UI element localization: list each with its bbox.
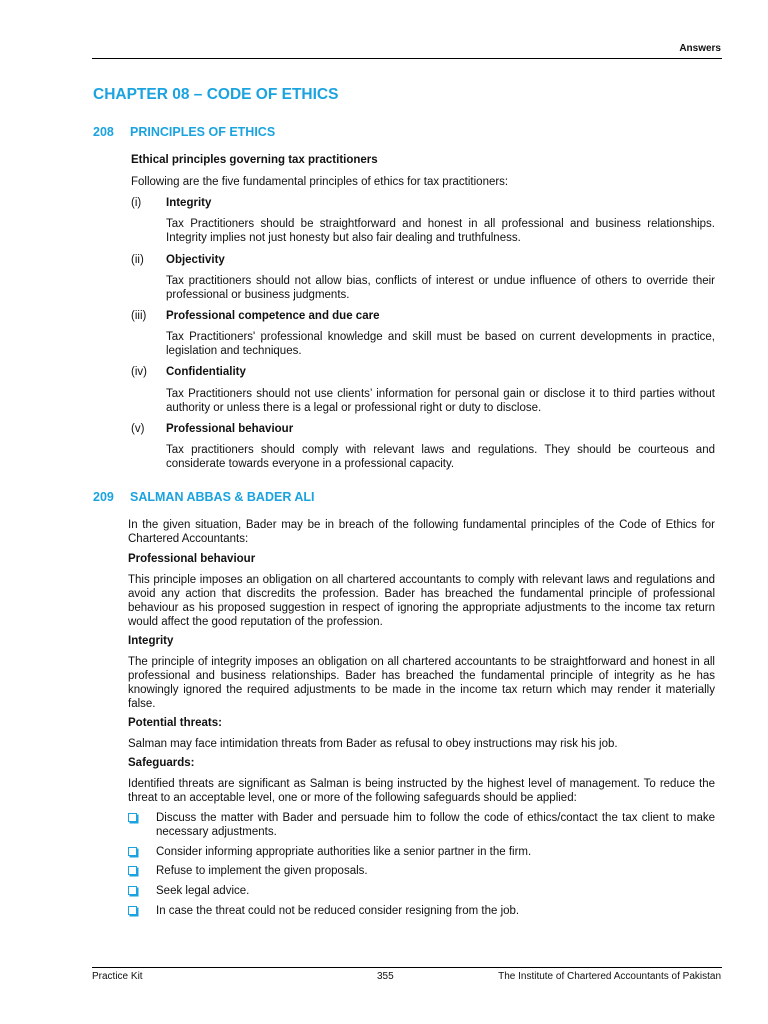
- footer-divider: [92, 967, 722, 968]
- checkbox-bullet-icon: [128, 813, 137, 822]
- item-body: Tax Practitioners should not use clients’ information for personal gain or disclose it to third parties without authority or unless there is a legal or professional right or duty to disclose.: [166, 388, 715, 414]
- section-208-heading: [93, 125, 275, 139]
- intro-text: In the given situation, Bader may be in breach of the following fundamental principles of the Code of Ethics for Chartered Accountants:: [128, 519, 715, 545]
- footer-right: The Institute of Chartered Accountants of Pakistan: [498, 971, 721, 982]
- item-number: (i): [131, 197, 142, 209]
- item-number: (v): [131, 423, 145, 435]
- checkbox-bullet-icon: [128, 906, 137, 915]
- item-heading: Confidentiality: [166, 366, 246, 378]
- subheading: Safeguards:: [128, 757, 195, 769]
- subheading: Professional behaviour: [128, 553, 256, 565]
- item-number: (iv): [131, 366, 147, 378]
- item-body: Tax Practitioners' professional knowledge and skill must be based on current developments in practice, legislation and techniques.: [166, 331, 715, 357]
- footer-left: Practice Kit: [92, 971, 143, 982]
- checkbox-bullet-icon: [128, 866, 137, 875]
- item-heading: Objectivity: [166, 254, 225, 266]
- subheading: Potential threats:: [128, 717, 222, 729]
- paragraph: This principle imposes an obligation on all chartered accountants to comply with relevant laws and regulations and avoid any action that discredits the profession. Bader has breached the fundamental principle of professional behaviour as his proposed suggestion in respect of ignoring the appropriate adjustments to the income tax return would affect the good reputation of the profession.: [128, 574, 715, 628]
- item-body: Tax Practitioners should be straightforward and honest in all professional and business relationships. Integrity implies not just honesty but also fair dealing and truthfulness.: [166, 218, 715, 244]
- section-title: SALMAN ABBAS & BADER ALI: [130, 490, 315, 504]
- subheading: Integrity: [128, 635, 174, 647]
- bullet-item: Discuss the matter with Bader and persuade him to follow the code of ethics/contact the tax client to make necessary adjustments.: [156, 812, 715, 838]
- section-title: PRINCIPLES OF ETHICS: [130, 125, 276, 139]
- section-number: 209: [93, 490, 114, 504]
- item-body: Tax practitioners should comply with relevant laws and regulations. They should be courteous and considerate towards everyone in a professional capacity.: [166, 444, 715, 470]
- bullet-item: Seek legal advice.: [156, 885, 250, 897]
- item-heading: Professional competence and due care: [166, 310, 380, 322]
- running-header: Answers: [679, 43, 721, 54]
- item-heading: Professional behaviour: [166, 423, 294, 435]
- bullet-item: Consider informing appropriate authorities like a senior partner in the firm.: [156, 846, 532, 858]
- paragraph: The principle of integrity imposes an obligation on all chartered accountants to be straightforward and honest in all professional and business relationships. Bader has breached the fundamental principle of integrity as he has knowingly ignored the required adjustments to be made in the income tax return which may render it materially false.: [128, 656, 715, 710]
- item-number: (ii): [131, 254, 144, 266]
- paragraph: Identified threats are significant as Salman is being instructed by the highest level of management. To reduce the threat to an acceptable level, one or more of the following safeguards should be applied:: [128, 778, 715, 804]
- section-209-heading: [93, 490, 315, 504]
- header-divider: [92, 58, 722, 59]
- checkbox-bullet-icon: [128, 886, 137, 895]
- item-heading: Integrity: [166, 197, 212, 209]
- bullet-item: In case the threat could not be reduced consider resigning from the job.: [156, 905, 520, 917]
- page-number: 355: [377, 971, 394, 982]
- section-number: 208: [93, 125, 114, 139]
- chapter-title: CHAPTER 08 – CODE OF ETHICS: [93, 86, 339, 103]
- intro-text: Following are the five fundamental principles of ethics for tax practitioners:: [131, 176, 509, 188]
- item-body: Tax practitioners should not allow bias, conflicts of interest or undue influence of others to override their professional or business judgments.: [166, 275, 715, 301]
- paragraph: Salman may face intimidation threats from Bader as refusal to obey instructions may risk his job.: [128, 738, 618, 750]
- item-number: (iii): [131, 310, 147, 322]
- subheading: Ethical principles governing tax practitioners: [131, 154, 378, 166]
- checkbox-bullet-icon: [128, 847, 137, 856]
- bullet-item: Refuse to implement the given proposals.: [156, 865, 368, 877]
